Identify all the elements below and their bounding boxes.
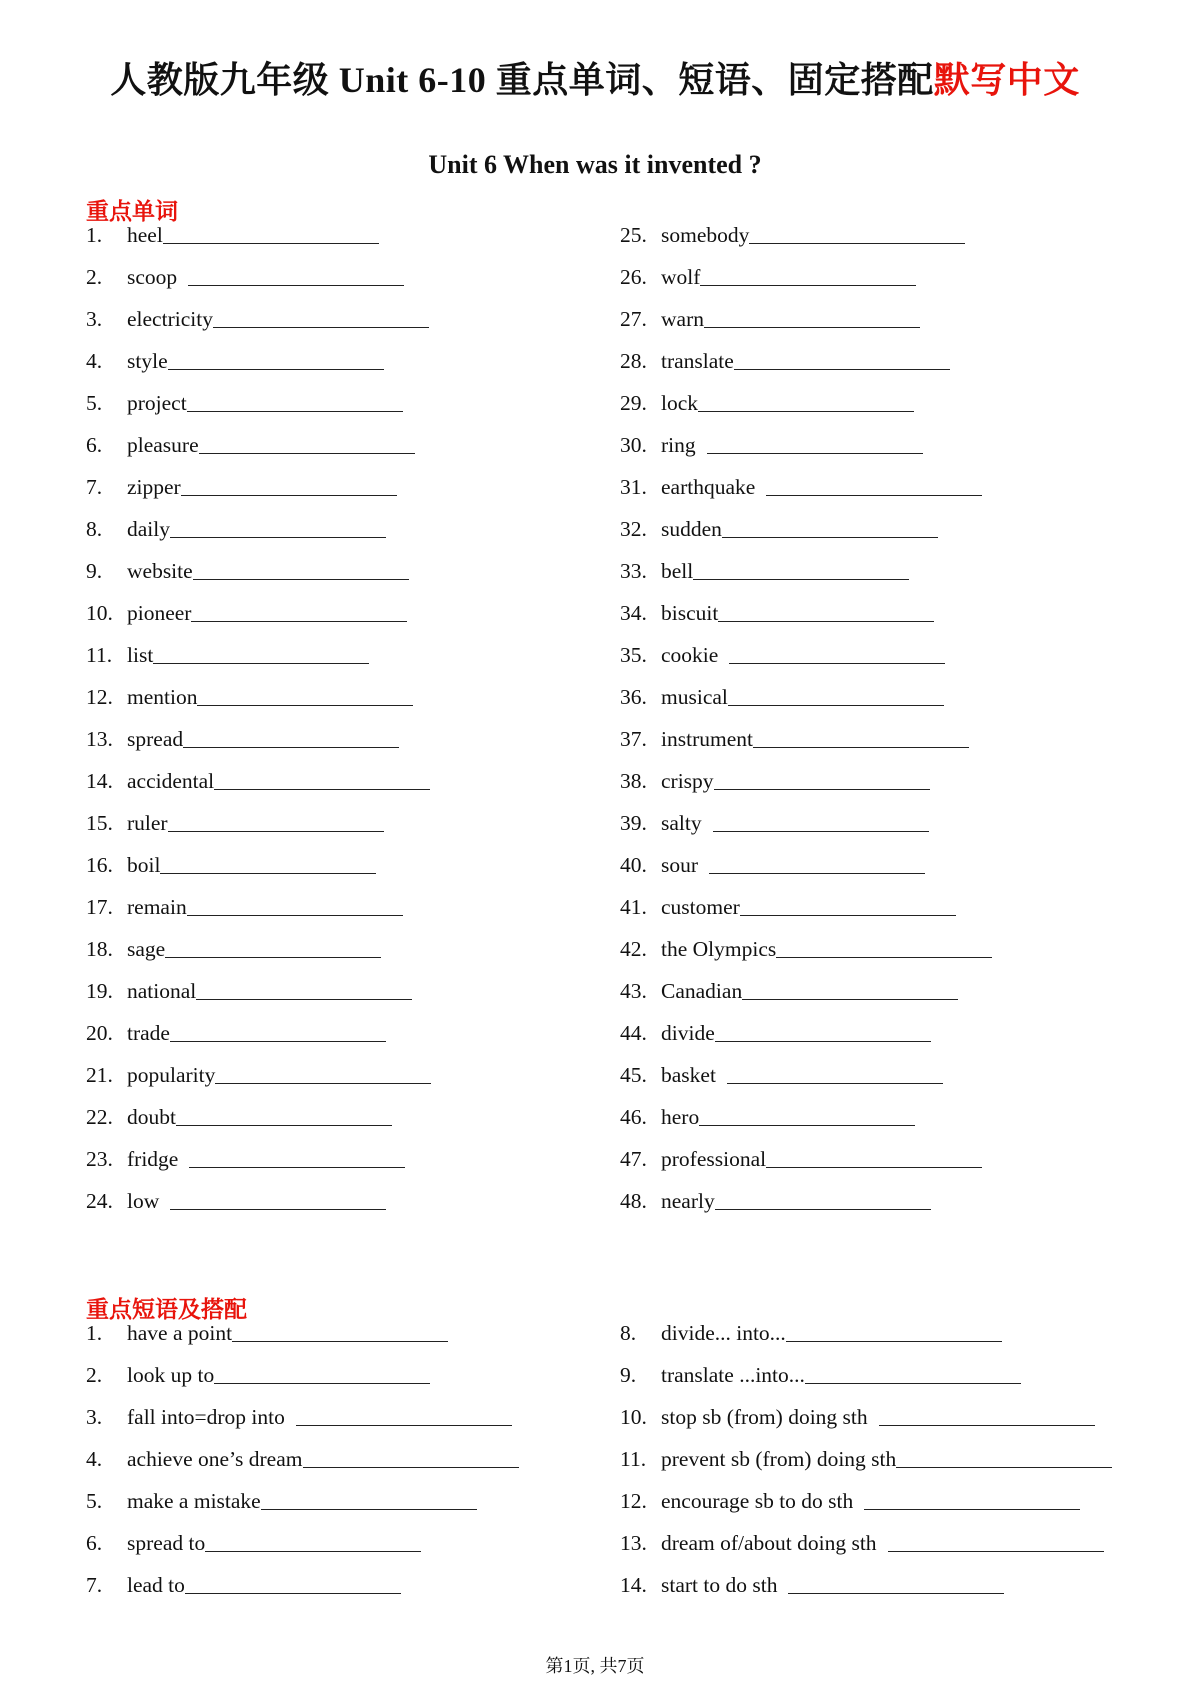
- list-item: [86, 592, 431, 634]
- item-number: 45.: [620, 1063, 647, 1087]
- item-number: 11.: [620, 1447, 647, 1471]
- answer-blank-line[interactable]: [888, 1550, 1104, 1552]
- item-number: 16.: [86, 853, 113, 877]
- item-term: customer: [661, 895, 740, 919]
- page-footer: 第1页, 共7页: [545, 1656, 645, 1676]
- item-term: popularity: [127, 1063, 216, 1087]
- item-number: 1.: [86, 223, 103, 247]
- item-term: sudden: [661, 517, 722, 541]
- answer-blank-line[interactable]: [693, 578, 909, 580]
- item-number: 26.: [620, 265, 647, 289]
- unit-title: Unit 6 When was it invented ?: [428, 150, 762, 179]
- answer-blank-line[interactable]: [715, 1040, 931, 1042]
- item-number: 7.: [86, 1573, 103, 1597]
- list-item: [620, 970, 992, 1012]
- item-number: 12.: [620, 1489, 647, 1513]
- item-term: earthquake: [661, 475, 756, 499]
- item-number: 22.: [86, 1105, 113, 1129]
- answer-blank-line[interactable]: [160, 872, 376, 874]
- item-number: 37.: [620, 727, 647, 751]
- answer-blank-line[interactable]: [734, 368, 950, 370]
- list-item: [620, 1396, 1112, 1438]
- item-number: 6.: [86, 1531, 103, 1555]
- item-term: pleasure: [127, 433, 199, 457]
- list-item: [620, 1180, 992, 1222]
- answer-blank-line[interactable]: [699, 1124, 915, 1126]
- answer-blank-line[interactable]: [168, 368, 384, 370]
- item-term: zipper: [127, 475, 181, 499]
- item-term: national: [127, 979, 197, 1003]
- answer-blank-line[interactable]: [713, 830, 929, 832]
- list-item: [86, 424, 431, 466]
- item-term: have a point: [127, 1321, 233, 1345]
- item-term: sour: [661, 853, 699, 877]
- item-number: 34.: [620, 601, 647, 625]
- answer-blank-line[interactable]: [187, 914, 403, 916]
- item-term: trade: [127, 1021, 170, 1045]
- list-item: [86, 508, 431, 550]
- list-item: [620, 424, 992, 466]
- item-term: prevent sb (from) doing sth: [661, 1447, 897, 1471]
- answer-blank-line[interactable]: [776, 956, 992, 958]
- item-term: ruler: [127, 811, 168, 835]
- list-item: [620, 1312, 1112, 1354]
- phrases-list-right: [620, 1312, 1112, 1606]
- list-item: [86, 550, 431, 592]
- list-item: [620, 1054, 992, 1096]
- item-number: 11.: [86, 643, 113, 667]
- item-term: boil: [127, 853, 161, 877]
- item-term: heel: [127, 223, 163, 247]
- list-item: [86, 466, 431, 508]
- answer-blank-line[interactable]: [753, 746, 969, 748]
- item-term: nearly: [661, 1189, 715, 1213]
- list-item: [620, 676, 992, 718]
- item-number: 20.: [86, 1021, 113, 1045]
- item-term: spread to: [127, 1531, 206, 1555]
- list-item: [620, 886, 992, 928]
- item-number: 31.: [620, 475, 647, 499]
- answer-blank-line[interactable]: [740, 914, 956, 916]
- phrases-heading: 重点短语及搭配: [86, 1297, 247, 1322]
- page-title: [0, 52, 1190, 103]
- list-item: [620, 760, 992, 802]
- item-term: doubt: [127, 1105, 176, 1129]
- answer-blank-line[interactable]: [215, 1082, 431, 1084]
- list-item: [86, 340, 431, 382]
- answer-blank-line[interactable]: [213, 326, 429, 328]
- item-number: 42.: [620, 937, 647, 961]
- list-item: [86, 970, 431, 1012]
- answer-blank-line[interactable]: [170, 1040, 386, 1042]
- answer-blank-line[interactable]: [714, 788, 930, 790]
- vocab-heading: 重点单词: [86, 199, 178, 224]
- item-number: 32.: [620, 517, 647, 541]
- item-number: 4.: [86, 1447, 103, 1471]
- list-item: [86, 634, 431, 676]
- item-number: 3.: [86, 307, 103, 331]
- list-item: [86, 1180, 431, 1222]
- item-number: 9.: [86, 559, 103, 583]
- list-item: [86, 1396, 519, 1438]
- item-number: 14.: [620, 1573, 647, 1597]
- item-term: instrument: [661, 727, 753, 751]
- item-term: remain: [127, 895, 187, 919]
- list-item: [86, 382, 431, 424]
- answer-blank-line[interactable]: [165, 956, 381, 958]
- item-number: 18.: [86, 937, 113, 961]
- item-number: 30.: [620, 433, 647, 457]
- list-item: [86, 298, 431, 340]
- answer-blank-line[interactable]: [188, 284, 404, 286]
- answer-blank-line[interactable]: [728, 704, 944, 706]
- item-term: website: [127, 559, 193, 583]
- answer-blank-line[interactable]: [168, 830, 384, 832]
- answer-blank-line[interactable]: [786, 1340, 1002, 1342]
- answer-blank-line[interactable]: [766, 1166, 982, 1168]
- list-item: [86, 886, 431, 928]
- answer-blank-line[interactable]: [707, 452, 923, 454]
- item-term: scoop: [127, 265, 178, 289]
- answer-blank-line[interactable]: [718, 620, 934, 622]
- item-term: fridge: [127, 1147, 179, 1171]
- item-number: 15.: [86, 811, 113, 835]
- answer-blank-line[interactable]: [805, 1382, 1021, 1384]
- list-item: [86, 1012, 431, 1054]
- answer-blank-line[interactable]: [879, 1424, 1095, 1426]
- list-item: [620, 1522, 1112, 1564]
- item-number: 3.: [86, 1405, 103, 1429]
- item-number: 2.: [86, 265, 103, 289]
- answer-blank-line[interactable]: [196, 998, 412, 1000]
- item-number: 9.: [620, 1363, 637, 1387]
- item-term: sage: [127, 937, 166, 961]
- list-item: [86, 760, 431, 802]
- item-number: 23.: [86, 1147, 113, 1171]
- item-number: 12.: [86, 685, 113, 709]
- answer-blank-line[interactable]: [170, 536, 386, 538]
- item-term: stop sb (from) doing sth: [661, 1405, 868, 1429]
- item-number: 40.: [620, 853, 647, 877]
- item-number: 14.: [86, 769, 113, 793]
- item-number: 8.: [86, 517, 103, 541]
- item-term: spread: [127, 727, 184, 751]
- list-item: [620, 928, 992, 970]
- item-number: 25.: [620, 223, 647, 247]
- list-item: [620, 550, 992, 592]
- item-number: 17.: [86, 895, 113, 919]
- answer-blank-line[interactable]: [170, 1208, 386, 1210]
- item-number: 7.: [86, 475, 103, 499]
- vocab-list-right: [620, 214, 992, 1222]
- list-item: [86, 928, 431, 970]
- list-item: [620, 1480, 1112, 1522]
- item-term: translate ...into...: [661, 1363, 805, 1387]
- answer-blank-line[interactable]: [896, 1466, 1112, 1468]
- item-term: somebody: [661, 223, 750, 247]
- item-term: dream of/about doing sth: [661, 1531, 877, 1555]
- answer-blank-line[interactable]: [749, 242, 965, 244]
- item-term: Canadian: [661, 979, 743, 1003]
- item-number: 44.: [620, 1021, 647, 1045]
- item-number: 43.: [620, 979, 647, 1003]
- item-term: style: [127, 349, 168, 373]
- list-item: [86, 1354, 519, 1396]
- list-item: [620, 1354, 1112, 1396]
- item-number: 28.: [620, 349, 647, 373]
- page-title-main: 人教版九年级 Unit 6-10 重点单词、短语、固定搭配: [110, 60, 934, 100]
- item-number: 33.: [620, 559, 647, 583]
- item-term: divide: [661, 1021, 715, 1045]
- item-term: daily: [127, 517, 170, 541]
- item-number: 2.: [86, 1363, 103, 1387]
- item-term: make a mistake: [127, 1489, 261, 1513]
- answer-blank-line[interactable]: [296, 1424, 512, 1426]
- item-term: pioneer: [127, 601, 192, 625]
- item-number: 36.: [620, 685, 647, 709]
- item-number: 27.: [620, 307, 647, 331]
- list-item: [620, 340, 992, 382]
- item-number: 5.: [86, 1489, 103, 1513]
- list-item: [86, 676, 431, 718]
- item-term: low: [127, 1189, 160, 1213]
- list-item: [86, 1096, 431, 1138]
- list-item: [86, 1522, 519, 1564]
- answer-blank-line[interactable]: [183, 746, 399, 748]
- list-item: [86, 256, 431, 298]
- answer-blank-line[interactable]: [176, 1124, 392, 1126]
- list-item: [86, 1480, 519, 1522]
- list-item: [86, 802, 431, 844]
- answer-blank-line[interactable]: [153, 662, 369, 664]
- item-term: crispy: [661, 769, 714, 793]
- item-term: hero: [661, 1105, 700, 1129]
- item-number: 13.: [86, 727, 113, 751]
- item-term: mention: [127, 685, 198, 709]
- answer-blank-line[interactable]: [788, 1592, 1004, 1594]
- item-term: salty: [661, 811, 702, 835]
- answer-blank-line[interactable]: [261, 1508, 477, 1510]
- list-item: [86, 1054, 431, 1096]
- item-term: basket: [661, 1063, 716, 1087]
- answer-blank-line[interactable]: [197, 704, 413, 706]
- page-title-highlight: 默写中文: [933, 60, 1080, 100]
- answer-blank-line[interactable]: [722, 536, 938, 538]
- list-item: [86, 1438, 519, 1480]
- list-item: [86, 1564, 519, 1606]
- answer-blank-line[interactable]: [181, 494, 397, 496]
- answer-blank-line[interactable]: [185, 1592, 401, 1594]
- item-term: divide... into...: [661, 1321, 786, 1345]
- item-number: 4.: [86, 349, 103, 373]
- item-term: translate: [661, 349, 734, 373]
- item-term: electricity: [127, 307, 213, 331]
- list-item: [620, 466, 992, 508]
- item-term: lock: [661, 391, 699, 415]
- item-number: 10.: [620, 1405, 647, 1429]
- answer-blank-line[interactable]: [193, 578, 409, 580]
- item-term: ring: [661, 433, 696, 457]
- vocab-list-left: [86, 214, 431, 1222]
- item-number: 19.: [86, 979, 113, 1003]
- answer-blank-line[interactable]: [199, 452, 415, 454]
- list-item: [620, 214, 992, 256]
- item-term: lead to: [127, 1573, 185, 1597]
- item-term: musical: [661, 685, 728, 709]
- list-item: [620, 256, 992, 298]
- list-item: [620, 1564, 1112, 1606]
- answer-blank-line[interactable]: [187, 410, 403, 412]
- answer-blank-line[interactable]: [232, 1340, 448, 1342]
- item-number: 21.: [86, 1063, 113, 1087]
- answer-blank-line[interactable]: [698, 410, 914, 412]
- item-number: 24.: [86, 1189, 113, 1213]
- list-item: [86, 718, 431, 760]
- list-item: [620, 1138, 992, 1180]
- item-number: 46.: [620, 1105, 647, 1129]
- item-number: 29.: [620, 391, 647, 415]
- item-term: fall into=drop into: [127, 1405, 285, 1429]
- list-item: [620, 382, 992, 424]
- answer-blank-line[interactable]: [715, 1208, 931, 1210]
- answer-blank-line[interactable]: [189, 1166, 405, 1168]
- answer-blank-line[interactable]: [864, 1508, 1080, 1510]
- item-term: start to do sth: [661, 1573, 778, 1597]
- item-number: 47.: [620, 1147, 647, 1171]
- item-number: 38.: [620, 769, 647, 793]
- list-item: [86, 1312, 519, 1354]
- list-item: [86, 1138, 431, 1180]
- list-item: [620, 844, 992, 886]
- list-item: [620, 592, 992, 634]
- list-item: [620, 508, 992, 550]
- item-term: achieve one’s dream: [127, 1447, 303, 1471]
- item-number: 48.: [620, 1189, 647, 1213]
- answer-blank-line[interactable]: [704, 326, 920, 328]
- item-number: 39.: [620, 811, 647, 835]
- item-term: biscuit: [661, 601, 719, 625]
- item-term: professional: [661, 1147, 767, 1171]
- item-number: 13.: [620, 1531, 647, 1555]
- answer-blank-line[interactable]: [709, 872, 925, 874]
- list-item: [620, 1012, 992, 1054]
- item-term: project: [127, 391, 187, 415]
- item-term: accidental: [127, 769, 215, 793]
- list-item: [620, 298, 992, 340]
- answer-blank-line[interactable]: [214, 788, 430, 790]
- list-item: [620, 802, 992, 844]
- list-item: [620, 1438, 1112, 1480]
- answer-blank-line[interactable]: [727, 1082, 943, 1084]
- item-term: cookie: [661, 643, 719, 667]
- item-term: bell: [661, 559, 694, 583]
- answer-blank-line[interactable]: [163, 242, 379, 244]
- answer-blank-line[interactable]: [191, 620, 407, 622]
- item-term: look up to: [127, 1363, 215, 1387]
- item-term: the Olympics: [661, 937, 777, 961]
- item-term: wolf: [661, 265, 701, 289]
- answer-blank-line[interactable]: [742, 998, 958, 1000]
- answer-blank-line[interactable]: [729, 662, 945, 664]
- list-item: [86, 214, 431, 256]
- item-number: 41.: [620, 895, 647, 919]
- item-term: list: [127, 643, 154, 667]
- item-number: 6.: [86, 433, 103, 457]
- answer-blank-line[interactable]: [700, 284, 916, 286]
- answer-blank-line[interactable]: [205, 1550, 421, 1552]
- answer-blank-line[interactable]: [303, 1466, 519, 1468]
- item-term: warn: [661, 307, 704, 331]
- item-number: 35.: [620, 643, 647, 667]
- answer-blank-line[interactable]: [214, 1382, 430, 1384]
- answer-blank-line[interactable]: [766, 494, 982, 496]
- item-number: 8.: [620, 1321, 637, 1345]
- item-number: 5.: [86, 391, 103, 415]
- list-item: [620, 634, 992, 676]
- list-item: [620, 718, 992, 760]
- list-item: [620, 1096, 992, 1138]
- list-item: [86, 844, 431, 886]
- phrases-list-left: [86, 1312, 519, 1606]
- item-number: 10.: [86, 601, 113, 625]
- item-number: 1.: [86, 1321, 103, 1345]
- item-term: encourage sb to do sth: [661, 1489, 854, 1513]
